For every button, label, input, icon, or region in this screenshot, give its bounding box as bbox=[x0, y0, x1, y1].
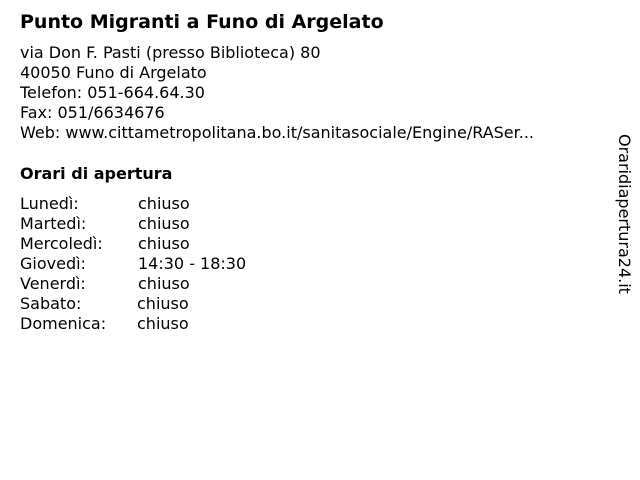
day-label: Sabato: bbox=[20, 294, 82, 313]
street-address: via Don F. Pasti (presso Biblioteca) 80 bbox=[20, 43, 321, 62]
hours-row-tuesday bbox=[20, 214, 320, 234]
day-label: Venerdì: bbox=[20, 274, 86, 293]
day-label: Domenica: bbox=[20, 314, 107, 333]
website-link[interactable]: Web: www.cittametropolitana.bo.it/sanitasociale/Engine/RASer... bbox=[20, 123, 535, 142]
hours-value: 14:30 - 18:30 bbox=[138, 254, 247, 273]
hours-row-wednesday bbox=[20, 234, 320, 254]
hours-row-friday bbox=[20, 274, 320, 294]
hours-row-saturday bbox=[20, 294, 320, 314]
hours-value: chiuso bbox=[137, 294, 189, 313]
hours-value: chiuso bbox=[138, 234, 190, 253]
opening-hours-table bbox=[20, 194, 320, 334]
day-label: Mercoledì: bbox=[20, 234, 103, 253]
hours-row-thursday bbox=[20, 254, 320, 274]
page-title: Punto Migranti a Funo di Argelato bbox=[20, 11, 384, 33]
hours-row-sunday bbox=[20, 314, 320, 334]
day-label: Giovedì: bbox=[20, 254, 86, 273]
contact-info bbox=[20, 43, 534, 143]
hours-value: chiuso bbox=[138, 274, 190, 293]
phone-number: Telefon: 051-664.64.30 bbox=[20, 83, 205, 102]
site-brand-vertical[interactable]: Oraridiapertura24.it bbox=[615, 134, 634, 294]
day-label: Martedì: bbox=[20, 214, 87, 233]
postal-city: 40050 Funo di Argelato bbox=[20, 63, 207, 82]
fax-number: Fax: 051/6634676 bbox=[20, 103, 165, 122]
hours-value: chiuso bbox=[137, 314, 189, 333]
hours-row-monday bbox=[20, 194, 320, 214]
opening-hours-title: Orari di apertura bbox=[20, 164, 173, 183]
hours-value: chiuso bbox=[138, 214, 190, 233]
hours-value: chiuso bbox=[138, 194, 190, 213]
day-label: Lunedì: bbox=[20, 194, 79, 213]
